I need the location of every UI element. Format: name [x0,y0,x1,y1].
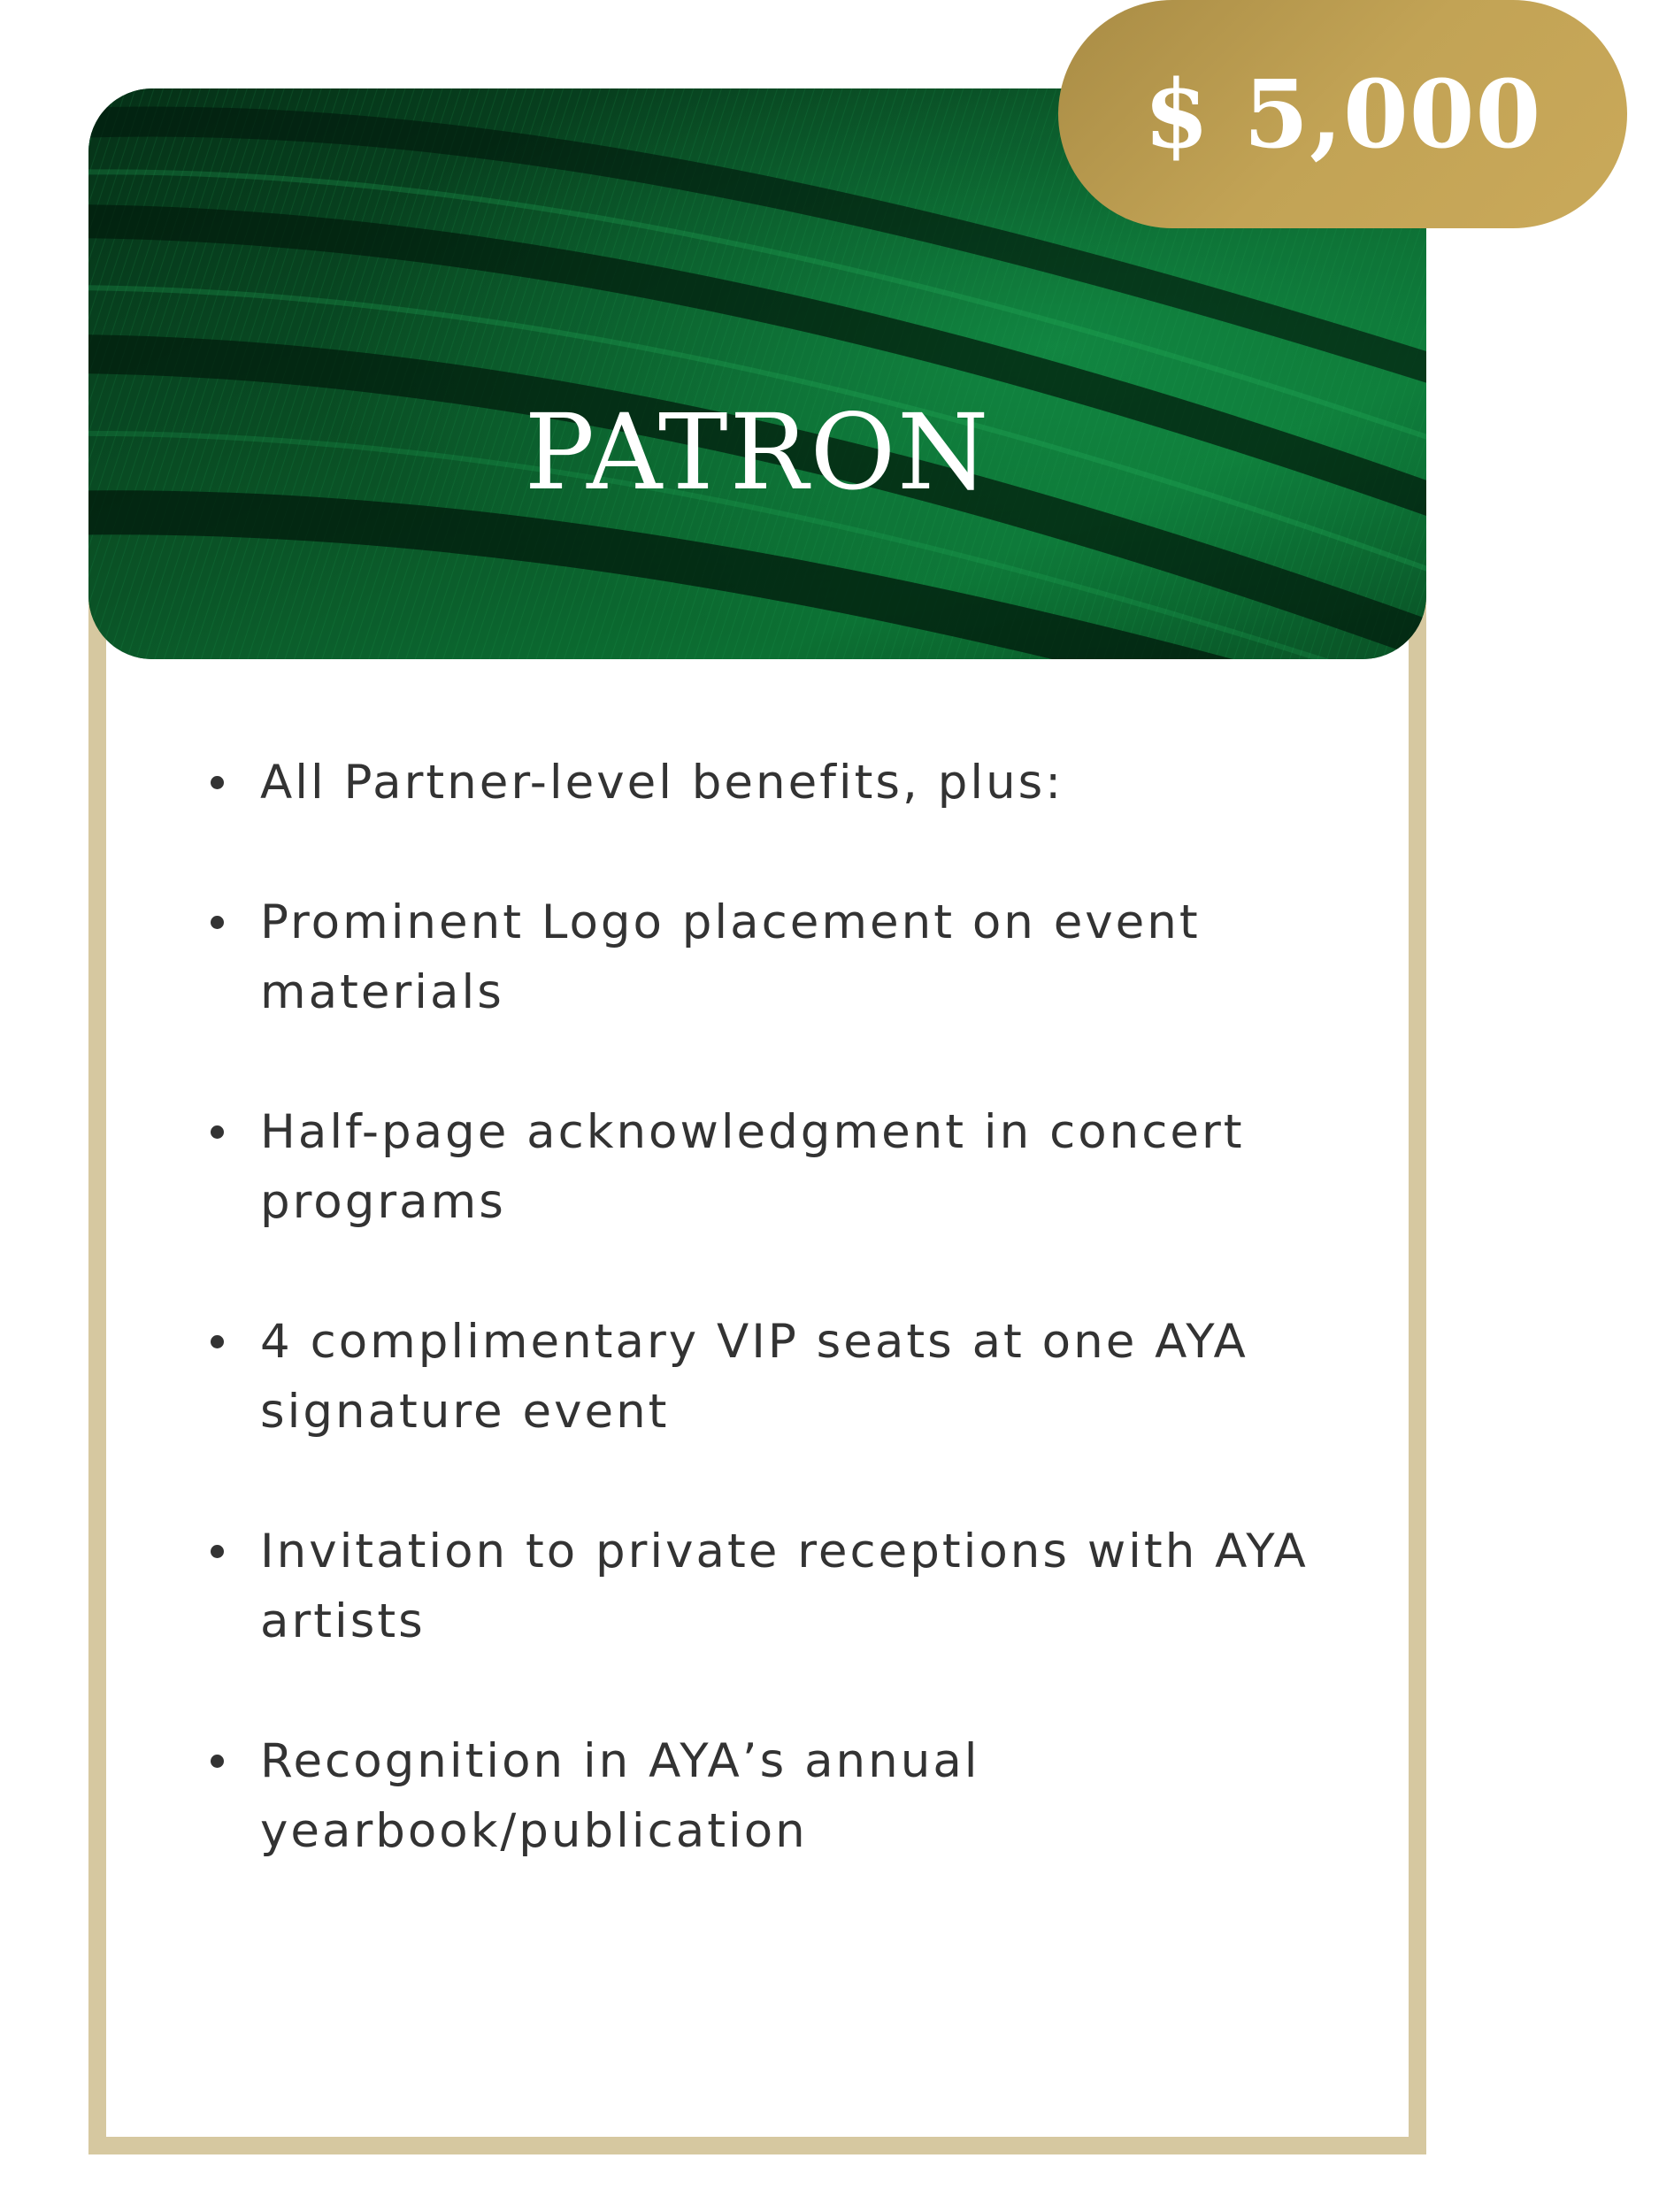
benefit-text: Half-page acknowledgment in concert programs [260,1105,1245,1229]
price-amount: $ 5,000 [1143,58,1542,169]
tier-title: PATRON [524,391,991,513]
bullet-icon [211,776,224,789]
benefit-text: All Partner-level benefits, plus: [260,756,1064,810]
benefit-text: Invitation to private receptions with AYA artists [260,1525,1309,1648]
price-badge [1058,0,1627,228]
bullet-icon [211,916,224,929]
bullet-icon [211,1335,224,1348]
list-item [209,1307,1350,1447]
bullet-icon [211,1755,224,1768]
list-item [209,748,1350,818]
benefit-text: Prominent Logo placement on event materials [260,895,1201,1019]
list-item [209,1726,1350,1866]
benefits-list [209,748,1350,1936]
bullet-icon [211,1125,224,1139]
benefit-text: 4 complimentary VIP seats at one AYA signature event [260,1315,1248,1439]
list-item [209,887,1350,1027]
list-item [209,1097,1350,1237]
list-item [209,1517,1350,1656]
bullet-icon [211,1545,224,1558]
benefit-text: Recognition in AYA’s annual yearbook/publication [260,1734,980,1858]
